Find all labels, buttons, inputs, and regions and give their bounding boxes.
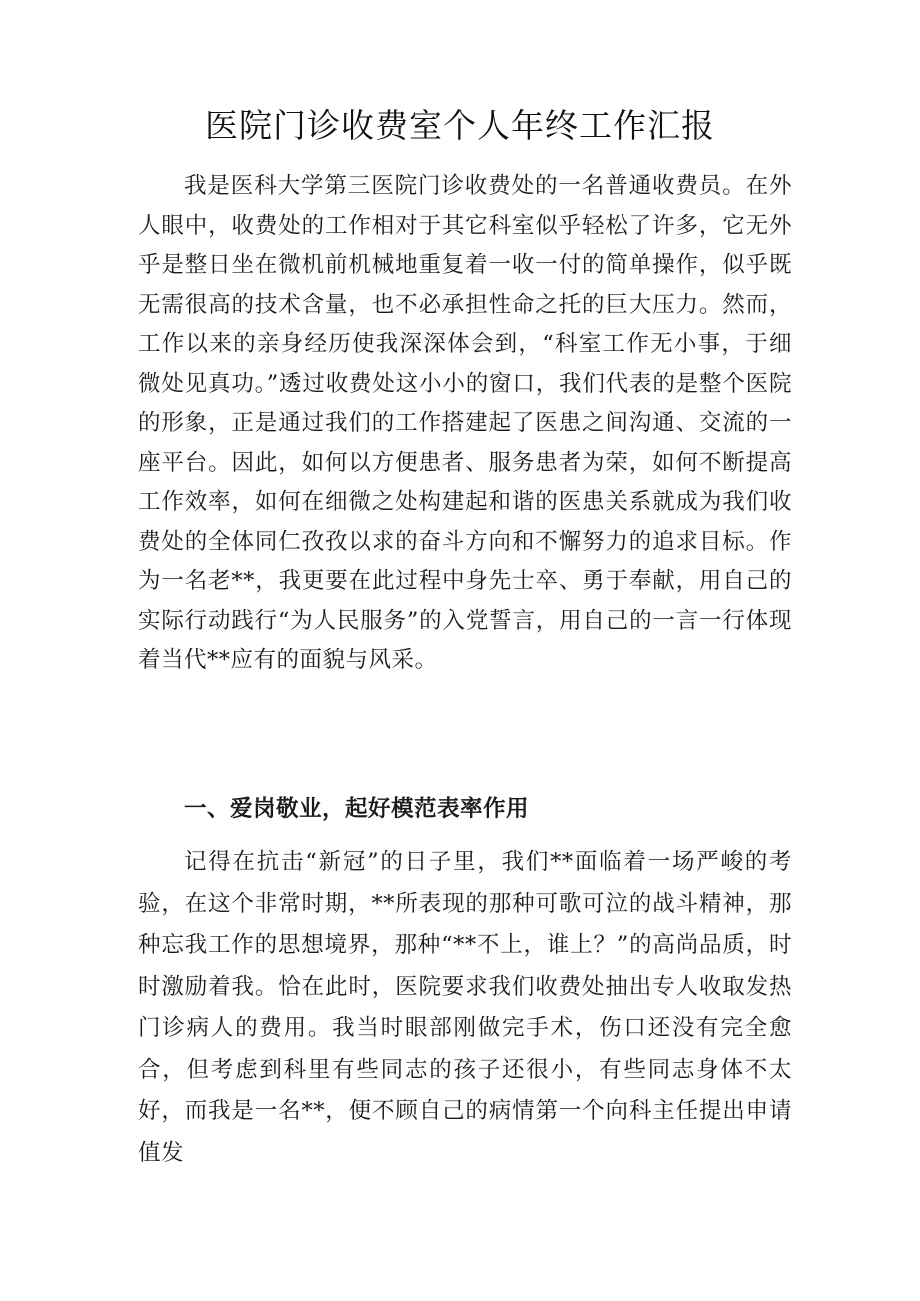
section-paragraph: 记得在抗击“新冠”的日子里，我们**面临着一场严峻的考验，在这个非常时期，**所表现的那种可歌可泣的战斗精神，那种忘我工作的思想境界，那种“**不上，谁上？”的高尚品质，时时激励着我。恰在此时，医院要求我们收费处抽出专人收取发热门诊病人的费用。我当时眼部刚做完手术，伤口还没有完全愈合，但考虑到科里有些同志的孩子还很小，有些同志身体不太好，而我是一名**，便不顾自己的病情第一个向科主任提出申请值发 <box>138 849 792 1166</box>
section-heading: 一、爱岗敬业，起好模范表率作用 <box>184 796 530 822</box>
document-title: 医院门诊收费室个人年终工作汇报 <box>205 106 715 145</box>
intro-paragraph: 我是医科大学第三医院门诊收费处的一名普通收费员。在外人眼中，收费处的工作相对于其它科室似乎轻松了许多，它无外乎是整日坐在微机前机械地重复着一收一付的简单操作，似乎既无需很高的技术含量，也不必承担性命之托的巨大压力。然而，工作以来的亲身经历使我深深体会到，“科室工作无小事，于细微处见真功。”透过收费处这小小的窗口，我们代表的是整个医院的形象，正是通过我们的工作搭建起了医患之间沟通、交流的一座平台。因此，如何以方便患者、服务患者为荣，如何不断提高工作效率，如何在细微之处构建起和谐的医患关系就成为我们收费处的全体同仁孜孜以求的奋斗方向和不懈努力的追求目标。作为一名老**，我更要在此过程中身先士卒、勇于奉献，用自己的实际行动践行“为人民服务”的入党誓言，用自己的一言一行体现着当代**应有的面貌与风采。 <box>138 173 792 673</box>
